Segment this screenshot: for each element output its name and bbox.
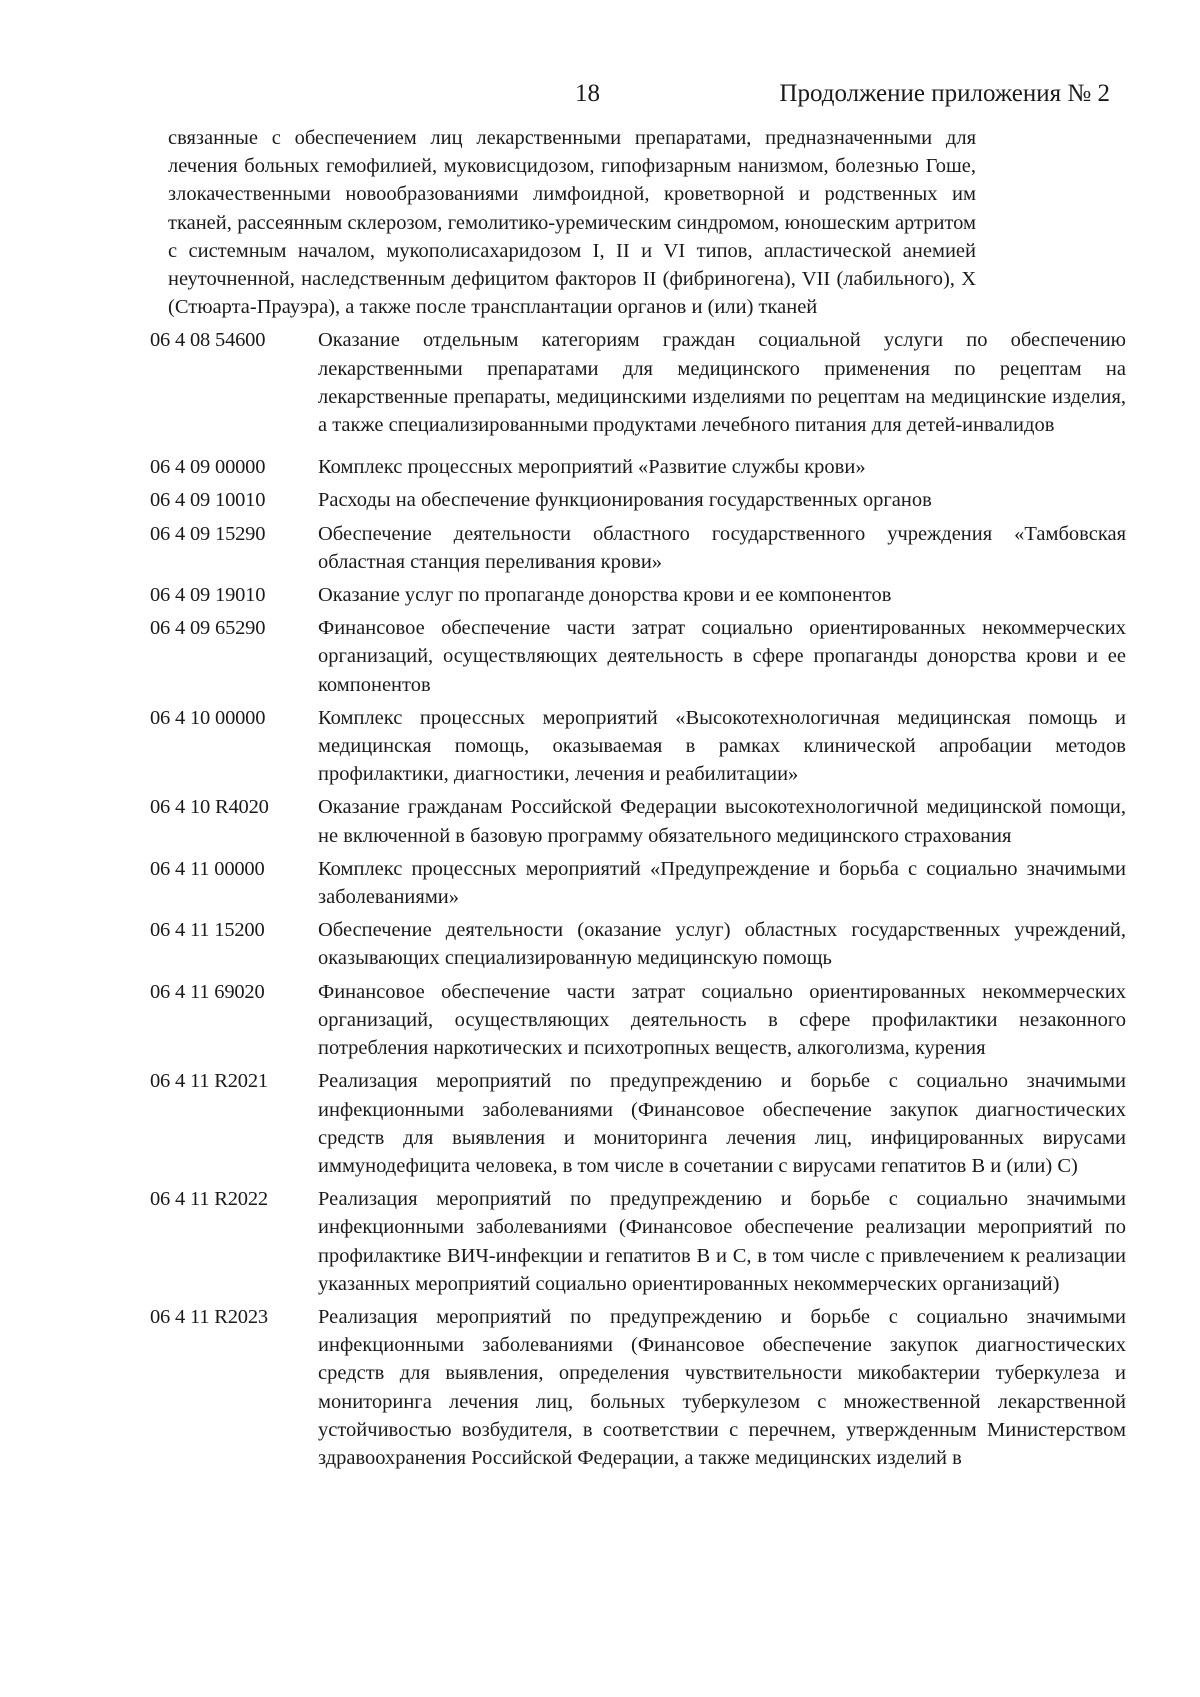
list-entry <box>0 520 1200 576</box>
entry-description: Расходы на обеспечение функционирования государственных органов <box>318 489 932 512</box>
list-entry <box>0 326 1200 439</box>
entry-description: Оказание услуг по пропаганде донорства крови и ее компонентов <box>318 584 892 607</box>
entry-code: 06 4 10 R4020 <box>150 796 269 819</box>
entry-code: 06 4 09 00000 <box>150 456 266 479</box>
entry-description: Обеспечение деятельности (оказание услуг) областных государственных учреждений, оказывающих специализированную медицинскую помощь <box>318 919 1126 970</box>
entry-description: Оказание гражданам Российской Федерации высокотехнологичной медицинской помощи, не включенной в базовую программу обязательного медицинского страхования <box>318 796 1126 847</box>
list-entry <box>0 1185 1200 1298</box>
list-entry <box>0 1067 1200 1180</box>
classification-list <box>0 124 1200 1477</box>
entry-code: 06 4 10 00000 <box>150 706 266 729</box>
list-entry <box>0 916 1200 972</box>
entry-description: Реализация мероприятий по предупреждению и борьбе с социально значимыми инфекционными заболеваниями (Финансовое обеспечение реализации мероприятий по профилактике ВИЧ-инфекции и гепатитов B и C, в том числе с привлечением к реализации указанных мероприятий социально ориентированных некоммерческих организаций) <box>318 1188 1126 1295</box>
list-entry <box>0 124 1200 321</box>
entry-code: 06 4 11 R2022 <box>150 1188 268 1211</box>
appendix-continuation-label: Продолжение приложения № 2 <box>779 80 1110 107</box>
entry-description: связанные с обеспечением лиц лекарственными препаратами, предназначенными для лечения больных гемофилией, муковисцидозом, гипофизарным нанизмом, болезнью Гоше, злокачественными новообразованиями лимфоидной, кроветворной и родственных им тканей, рассеянным склерозом, гемолитико-уремическим синдромом, юношеским артритом с системным началом, мукополисахаридозом I, II и VI типов, апластической анемией неуточненной, наследственным дефицитом факторов II (фибриногена), VII (лабильного), X (Стюарта-Прауэра), а также после трансплантации органов и (или) тканей <box>168 127 976 319</box>
entry-description: Обеспечение деятельности областного государственного учреждения «Тамбовская областная станция переливания крови» <box>318 522 1126 573</box>
list-entry <box>0 614 1200 699</box>
page-number: 18 <box>575 80 600 107</box>
list-entry <box>0 704 1200 789</box>
entry-code: 06 4 11 00000 <box>150 857 265 880</box>
list-entry <box>0 486 1200 514</box>
entry-description: Реализация мероприятий по предупреждению и борьбе с социально значимыми инфекционными заболеваниями (Финансовое обеспечение закупок диагностических средств для выявления и мониторинга лечения лиц, инфицированных вирусами иммунодефицита человека, в том числе в сочетании с вирусами гепатитов B и (или) C) <box>318 1070 1126 1177</box>
entry-code: 06 4 09 15290 <box>150 522 266 545</box>
list-entry <box>0 1303 1200 1472</box>
entry-description: Комплекс процессных мероприятий «Развитие службы крови» <box>318 456 866 479</box>
entry-code: 06 4 09 10010 <box>150 489 266 512</box>
list-entry <box>0 581 1200 609</box>
entry-description: Финансовое обеспечение части затрат социально ориентированных некоммерческих организаций, осуществляющих деятельность в сфере пропаганды донорства крови и ее компонентов <box>318 617 1126 696</box>
entry-code: 06 4 09 19010 <box>150 584 266 607</box>
page-header <box>0 80 1200 116</box>
entry-code: 06 4 11 R2021 <box>150 1070 268 1093</box>
entry-code: 06 4 11 R2023 <box>150 1305 268 1328</box>
entry-description: Реализация мероприятий по предупреждению и борьбе с социально значимыми инфекционными заболеваниями (Финансовое обеспечение закупок диагностических средств для выявления, определения чувствительности микобактерии туберкулеза и мониторинга лечения лиц, больных туберкулезом с множественной лекарственной устойчивостью возбудителя, в соответствии с перечнем, утвержденным Министерством здравоохранения Российской Федерации, а также медицинских изделий в <box>318 1305 1126 1469</box>
list-entry <box>0 978 1200 1063</box>
list-entry <box>0 793 1200 849</box>
entry-code: 06 4 09 65290 <box>150 617 266 640</box>
entry-code: 06 4 11 15200 <box>150 919 265 942</box>
entry-description: Оказание отдельным категориям граждан социальной услуги по обеспечению лекарственными препаратами для медицинского применения по рецептам на лекарственные препараты, медицинскими изделиями по рецептам на медицинские изделия, а также специализированными продуктами лечебного питания для детей-инвалидов <box>318 329 1126 437</box>
entry-description: Комплекс процессных мероприятий «Предупреждение и борьба с социально значимыми заболеваниями» <box>318 857 1126 909</box>
list-entry <box>0 855 1200 911</box>
entry-code: 06 4 11 69020 <box>150 980 265 1003</box>
entry-description: Финансовое обеспечение части затрат социально ориентированных некоммерческих организаций, осуществляющих деятельность в сфере профилактики незаконного потребления наркотических и психотропных веществ, алкоголизма, курения <box>318 980 1126 1060</box>
entry-description: Комплекс процессных мероприятий «Высокотехнологичная медицинская помощь и медицинская помощь, оказываемая в рамках клинической апробации методов профилактики, диагностики, лечения и реабилитации» <box>318 706 1126 786</box>
list-entry <box>0 453 1200 481</box>
entry-code: 06 4 08 54600 <box>150 329 266 352</box>
